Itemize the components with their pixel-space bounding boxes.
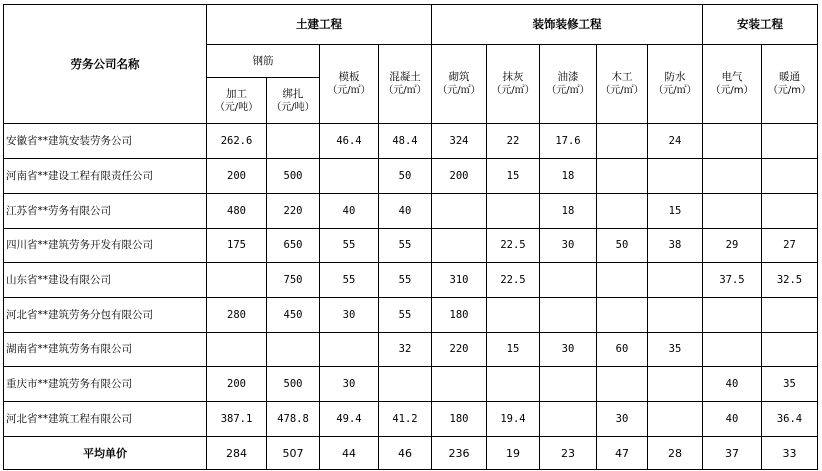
price-cell xyxy=(597,124,648,159)
price-cell: 55 xyxy=(379,263,432,298)
price-cell xyxy=(540,402,597,437)
price-cell xyxy=(432,367,487,402)
price-cell xyxy=(540,263,597,298)
price-cell: 180 xyxy=(432,402,487,437)
price-cell: 35 xyxy=(648,333,703,367)
price-cell xyxy=(320,333,379,367)
table-row xyxy=(4,333,818,367)
price-cell: 650 xyxy=(267,229,320,263)
price-cell xyxy=(207,333,267,367)
price-cell xyxy=(648,367,703,402)
average-price-cell: 19 xyxy=(487,437,540,470)
col-name: 绑扎 xyxy=(282,87,304,100)
price-cell xyxy=(762,298,818,333)
price-cell xyxy=(703,159,762,194)
price-cell xyxy=(597,194,648,229)
table-row xyxy=(4,367,818,402)
col-unit: （元/㎡） xyxy=(491,85,535,96)
col-header-plaster xyxy=(487,45,540,124)
average-price-cell: 44 xyxy=(320,437,379,470)
average-row xyxy=(4,437,818,470)
col-unit: （元/m） xyxy=(710,85,754,96)
price-cell: 500 xyxy=(267,159,320,194)
col-header-concrete xyxy=(379,45,432,124)
company-column-header: 劳务公司名称 xyxy=(4,5,207,124)
col-name: 电气 xyxy=(721,71,743,83)
average-price-cell: 23 xyxy=(540,437,597,470)
company-name-cell: 河南省**建设工程有限责任公司 xyxy=(4,159,207,194)
price-cell: 19.4 xyxy=(487,402,540,437)
price-cell: 480 xyxy=(207,194,267,229)
price-cell: 15 xyxy=(487,159,540,194)
price-cell: 18 xyxy=(540,159,597,194)
price-cell: 324 xyxy=(432,124,487,159)
price-cell xyxy=(703,333,762,367)
average-price-cell: 46 xyxy=(379,437,432,470)
rebar-header: 钢筋 xyxy=(207,45,320,78)
price-cell: 40 xyxy=(379,194,432,229)
price-cell: 60 xyxy=(597,333,648,367)
col-name: 暖通 xyxy=(779,71,800,83)
col-name: 抹灰 xyxy=(502,71,524,83)
price-cell xyxy=(762,124,818,159)
price-cell: 49.4 xyxy=(320,402,379,437)
table-row xyxy=(4,402,818,437)
price-cell: 22.5 xyxy=(487,263,540,298)
company-name-cell: 山东省**建设有限公司 xyxy=(4,263,207,298)
price-cell xyxy=(762,159,818,194)
price-cell xyxy=(267,333,320,367)
price-cell: 200 xyxy=(207,367,267,402)
price-cell: 387.1 xyxy=(207,402,267,437)
price-cell: 55 xyxy=(379,229,432,263)
company-name-cell: 四川省**建筑劳务开发有限公司 xyxy=(4,229,207,263)
average-price-cell: 33 xyxy=(762,437,818,470)
col-unit: （元/吨） xyxy=(271,101,315,113)
average-price-cell: 28 xyxy=(648,437,703,470)
price-cell: 41.2 xyxy=(379,402,432,437)
col-name: 模板 xyxy=(338,71,360,83)
group-header-decoration: 装饰装修工程 xyxy=(432,5,703,45)
price-cell xyxy=(597,367,648,402)
price-cell: 32.5 xyxy=(762,263,818,298)
table-row xyxy=(4,124,818,159)
price-cell xyxy=(487,367,540,402)
col-unit: （元/㎡） xyxy=(383,85,427,96)
company-name-cell: 河北省**建筑工程有限公司 xyxy=(4,402,207,437)
average-price-cell: 284 xyxy=(207,437,267,470)
col-unit: （元/㎡） xyxy=(437,85,481,96)
price-cell: 40 xyxy=(703,367,762,402)
price-cell xyxy=(648,298,703,333)
price-cell: 750 xyxy=(267,263,320,298)
price-cell: 37.5 xyxy=(703,263,762,298)
col-name: 木工 xyxy=(611,71,633,83)
price-cell xyxy=(597,263,648,298)
price-cell: 24 xyxy=(648,124,703,159)
average-price-cell: 236 xyxy=(432,437,487,470)
price-cell: 27 xyxy=(762,229,818,263)
price-cell xyxy=(703,194,762,229)
price-cell: 55 xyxy=(320,229,379,263)
price-cell: 450 xyxy=(267,298,320,333)
col-header-paint xyxy=(540,45,597,124)
price-cell xyxy=(762,333,818,367)
price-cell: 46.4 xyxy=(320,124,379,159)
col-header-masonry xyxy=(432,45,487,124)
price-cell: 500 xyxy=(267,367,320,402)
price-cell xyxy=(597,298,648,333)
col-header-carpentry xyxy=(597,45,648,124)
price-cell: 15 xyxy=(648,194,703,229)
col-name: 油漆 xyxy=(557,71,579,83)
price-cell: 50 xyxy=(597,229,648,263)
price-cell: 310 xyxy=(432,263,487,298)
price-cell xyxy=(703,298,762,333)
table-row xyxy=(4,229,818,263)
labor-price-table xyxy=(3,4,818,470)
price-cell: 35 xyxy=(762,367,818,402)
col-name: 砌筑 xyxy=(448,71,470,83)
price-cell: 40 xyxy=(703,402,762,437)
price-cell xyxy=(762,194,818,229)
col-unit: （元/㎡） xyxy=(546,85,590,96)
col-name: 防水 xyxy=(664,71,686,83)
group-header-installation: 安装工程 xyxy=(703,5,818,45)
price-cell xyxy=(487,298,540,333)
price-cell: 220 xyxy=(267,194,320,229)
table-row xyxy=(4,263,818,298)
col-unit: （元/吨） xyxy=(214,101,259,113)
col-unit: （元/㎡） xyxy=(327,85,371,96)
price-cell: 40 xyxy=(320,194,379,229)
price-cell: 29 xyxy=(703,229,762,263)
price-cell: 200 xyxy=(432,159,487,194)
price-table-container xyxy=(3,4,822,470)
price-cell: 262.6 xyxy=(207,124,267,159)
price-cell xyxy=(703,124,762,159)
col-unit: （元/m） xyxy=(767,85,812,96)
table-row xyxy=(4,298,818,333)
price-cell: 175 xyxy=(207,229,267,263)
price-cell xyxy=(540,298,597,333)
price-cell: 22 xyxy=(487,124,540,159)
price-cell xyxy=(487,194,540,229)
col-name: 加工 xyxy=(226,87,247,100)
average-price-cell: 37 xyxy=(703,437,762,470)
header-row-1 xyxy=(4,5,818,45)
price-cell: 38 xyxy=(648,229,703,263)
price-cell xyxy=(648,263,703,298)
price-cell: 15 xyxy=(487,333,540,367)
price-cell xyxy=(432,229,487,263)
price-cell: 280 xyxy=(207,298,267,333)
price-cell: 18 xyxy=(540,194,597,229)
price-cell: 200 xyxy=(207,159,267,194)
price-cell xyxy=(379,367,432,402)
company-name-cell: 安徽省**建筑安装劳务公司 xyxy=(4,124,207,159)
table-row xyxy=(4,159,818,194)
average-price-cell: 47 xyxy=(597,437,648,470)
price-cell: 22.5 xyxy=(487,229,540,263)
price-cell: 30 xyxy=(540,229,597,263)
price-cell: 478.8 xyxy=(267,402,320,437)
price-cell xyxy=(320,159,379,194)
price-cell xyxy=(432,194,487,229)
price-cell: 30 xyxy=(320,298,379,333)
price-cell xyxy=(648,402,703,437)
price-cell xyxy=(207,263,267,298)
price-cell: 30 xyxy=(540,333,597,367)
price-cell: 220 xyxy=(432,333,487,367)
col-header-formwork xyxy=(320,45,379,124)
price-cell: 50 xyxy=(379,159,432,194)
table-row xyxy=(4,194,818,229)
col-name: 混凝土 xyxy=(389,71,421,83)
company-name-cell: 江苏省**劳务有限公司 xyxy=(4,194,207,229)
price-cell xyxy=(648,159,703,194)
col-header-electrical xyxy=(703,45,762,124)
company-name-cell: 湖南省**建筑劳务有限公司 xyxy=(4,333,207,367)
col-header-processing xyxy=(207,78,267,124)
price-cell: 48.4 xyxy=(379,124,432,159)
col-header-hvac xyxy=(762,45,818,124)
price-cell: 30 xyxy=(597,402,648,437)
average-price-cell: 507 xyxy=(267,437,320,470)
price-cell: 55 xyxy=(379,298,432,333)
price-cell: 36.4 xyxy=(762,402,818,437)
price-cell: 55 xyxy=(320,263,379,298)
col-unit: （元/㎡） xyxy=(653,85,697,96)
col-unit: （元/㎡） xyxy=(600,85,644,96)
price-cell xyxy=(540,367,597,402)
col-header-waterproof xyxy=(648,45,703,124)
price-cell: 180 xyxy=(432,298,487,333)
price-cell: 17.6 xyxy=(540,124,597,159)
price-cell: 30 xyxy=(320,367,379,402)
price-cell xyxy=(597,159,648,194)
average-label: 平均单价 xyxy=(4,437,207,470)
company-name-cell: 河北省**建筑劳务分包有限公司 xyxy=(4,298,207,333)
price-cell xyxy=(267,124,320,159)
company-name-cell: 重庆市**建筑劳务有限公司 xyxy=(4,367,207,402)
col-header-binding xyxy=(267,78,320,124)
group-header-civil: 土建工程 xyxy=(207,5,432,45)
price-cell: 32 xyxy=(379,333,432,367)
